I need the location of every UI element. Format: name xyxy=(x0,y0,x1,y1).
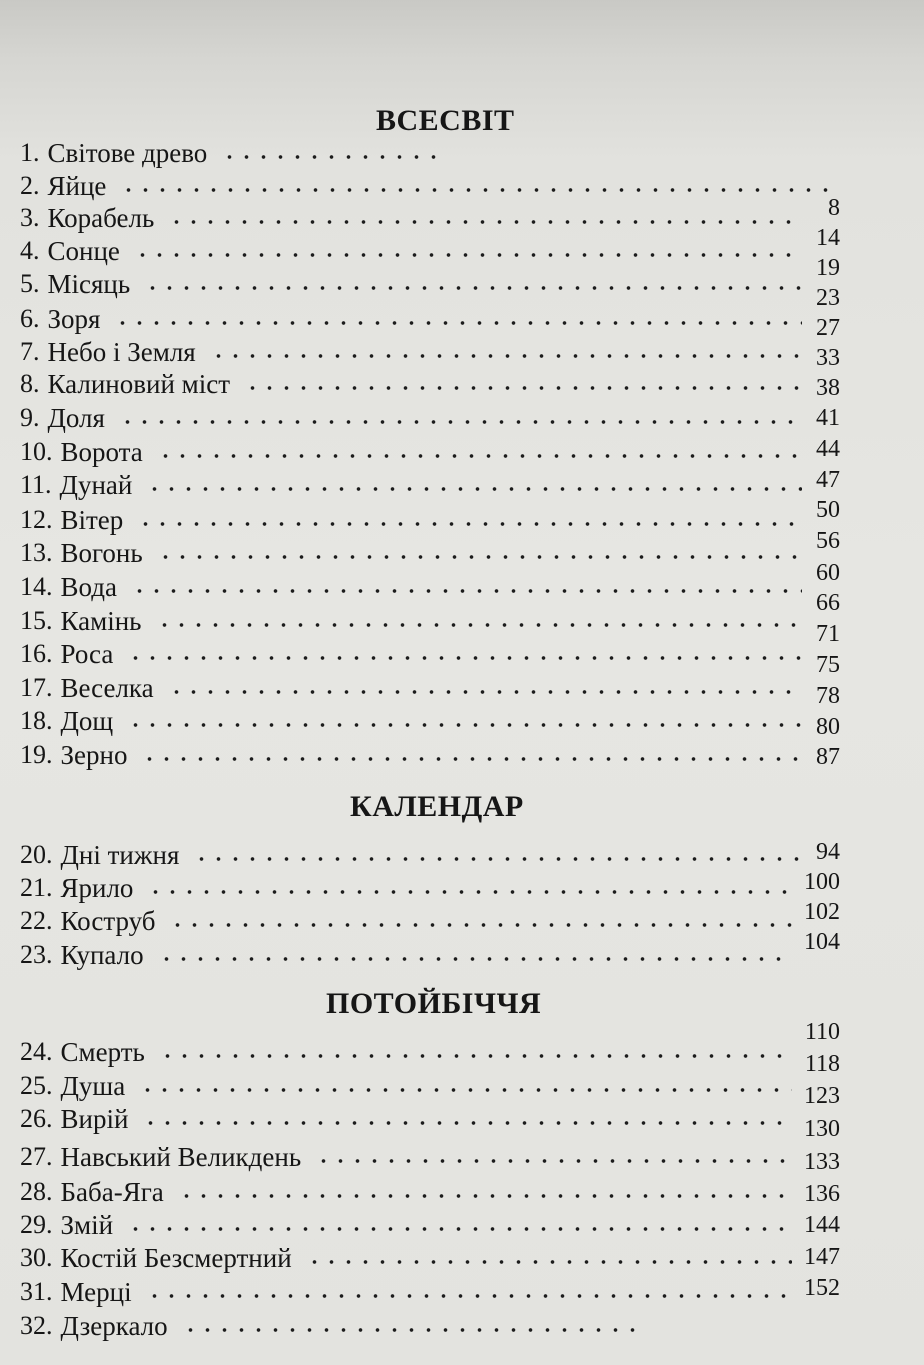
entry-number: 19. xyxy=(20,740,53,769)
toc-entry xyxy=(20,1210,838,1240)
entry-title: Купало xyxy=(60,940,144,970)
entry-number: 21. xyxy=(20,873,53,902)
entry-title: Світове древо xyxy=(47,138,208,168)
dot-leader xyxy=(182,1327,638,1333)
toc-entry xyxy=(20,906,838,936)
entry-title: Дні тижня xyxy=(60,840,180,870)
entry-page: 78 xyxy=(816,683,840,709)
entry-page: 87 xyxy=(816,744,840,770)
entry-title: Зерно xyxy=(60,740,128,770)
entry-page: 102 xyxy=(804,899,840,925)
dot-leader xyxy=(193,856,802,862)
entry-title: Мерці xyxy=(60,1277,132,1307)
entry-number: 12. xyxy=(20,505,53,534)
entry-number: 29. xyxy=(20,1210,53,1239)
entry-title: Смерть xyxy=(60,1037,145,1067)
dot-leader xyxy=(178,1193,792,1199)
entry-title: Дзеркало xyxy=(60,1311,168,1341)
dot-leader xyxy=(131,588,802,594)
entry-page: 100 xyxy=(804,869,840,895)
toc-entry xyxy=(20,138,838,168)
entry-number: 24. xyxy=(20,1037,53,1066)
toc-entry xyxy=(20,538,838,568)
toc-entry xyxy=(20,304,838,334)
entry-title: Вирій xyxy=(60,1104,129,1134)
dot-leader xyxy=(146,1293,792,1299)
entry-title: Роса xyxy=(60,639,114,669)
entry-title: Вода xyxy=(60,572,117,602)
entry-title: Яйце xyxy=(47,171,107,201)
dot-leader xyxy=(221,154,448,160)
entry-page: 66 xyxy=(816,590,840,616)
entry-number: 1. xyxy=(20,138,40,167)
entry-number: 11. xyxy=(20,470,52,499)
entry-title: Доля xyxy=(47,403,105,433)
dot-leader xyxy=(306,1259,792,1265)
entry-page: 104 xyxy=(804,929,840,955)
entry-number: 25. xyxy=(20,1071,53,1100)
entry-title: Веселка xyxy=(60,673,154,703)
toc-entry xyxy=(20,1142,840,1175)
entry-page: 60 xyxy=(816,560,840,586)
entry-title: Місяць xyxy=(47,269,131,299)
entry-page: 130 xyxy=(804,1116,840,1142)
section-heading: КАЛЕНДАР xyxy=(350,790,524,823)
entry-title: Костій Безсмертний xyxy=(60,1243,292,1273)
toc-entry xyxy=(20,572,838,602)
entry-page: 147 xyxy=(804,1244,840,1270)
dot-leader xyxy=(127,1226,792,1232)
entry-number: 20. xyxy=(20,840,53,869)
dot-leader xyxy=(159,1053,792,1059)
entry-number: 27. xyxy=(20,1142,53,1171)
dot-leader xyxy=(147,889,792,895)
entry-number: 2. xyxy=(20,171,40,200)
toc-entry xyxy=(20,1104,838,1134)
entry-page: 80 xyxy=(816,714,840,740)
toc-entry xyxy=(20,1277,838,1307)
entry-page: 118 xyxy=(804,1051,840,1077)
toc-entry xyxy=(20,1177,838,1207)
entry-page: 110 xyxy=(804,1019,840,1045)
entry-number: 15. xyxy=(20,606,53,635)
entry-title: Сонце xyxy=(47,236,120,266)
entry-page: 8 xyxy=(828,195,840,221)
entry-number: 31. xyxy=(20,1277,53,1306)
toc-entry xyxy=(20,840,838,870)
dot-leader xyxy=(139,1087,792,1093)
entry-number: 23. xyxy=(20,940,53,969)
entry-page: 75 xyxy=(816,652,840,678)
dot-leader xyxy=(169,922,792,928)
entry-page: 41 xyxy=(816,405,840,431)
entry-page: 47 xyxy=(816,467,840,493)
dot-leader xyxy=(127,722,802,728)
toc-entry xyxy=(20,1243,838,1273)
entry-number: 9. xyxy=(20,403,40,432)
entry-number: 18. xyxy=(20,706,53,735)
entry-page: 50 xyxy=(816,497,840,523)
toc-entry xyxy=(20,639,838,669)
entry-number: 5. xyxy=(20,269,40,298)
dot-leader xyxy=(157,453,802,459)
toc-entry xyxy=(20,873,838,903)
entry-number: 3. xyxy=(20,203,40,232)
entry-page: 27 xyxy=(816,315,840,341)
toc-entry xyxy=(20,236,838,266)
dot-leader xyxy=(127,655,802,661)
toc-entry xyxy=(20,505,838,535)
dot-leader xyxy=(315,1158,792,1164)
entry-page: 152 xyxy=(804,1275,840,1301)
entry-number: 28. xyxy=(20,1177,53,1206)
entry-number: 4. xyxy=(20,236,40,265)
entry-number: 22. xyxy=(20,906,53,935)
dot-leader xyxy=(168,219,802,225)
entry-page: 23 xyxy=(816,285,840,311)
entry-page: 133 xyxy=(804,1149,840,1175)
entry-number: 10. xyxy=(20,437,53,466)
entry-title: Баба-Яга xyxy=(60,1177,164,1207)
entry-number: 14. xyxy=(20,572,53,601)
toc-entry xyxy=(20,437,838,467)
entry-number: 13. xyxy=(20,538,53,567)
toc-entry xyxy=(20,403,838,433)
dot-leader xyxy=(156,622,803,628)
entry-page: 44 xyxy=(816,436,840,462)
toc-entry xyxy=(20,337,838,367)
entry-number: 17. xyxy=(20,673,53,702)
toc-entry xyxy=(20,1037,838,1067)
entry-page: 71 xyxy=(816,621,840,647)
dot-leader xyxy=(144,285,802,291)
entry-title: Ворота xyxy=(60,437,143,467)
toc-entry xyxy=(20,1311,838,1341)
toc-entry xyxy=(20,203,838,233)
dot-leader xyxy=(244,385,802,391)
entry-number: 26. xyxy=(20,1104,53,1133)
dot-leader xyxy=(210,353,802,359)
entry-title: Дунай xyxy=(59,470,133,500)
dot-leader xyxy=(142,1120,792,1126)
entry-title: Корабель xyxy=(47,203,155,233)
entry-page: 38 xyxy=(816,375,840,401)
dot-leader xyxy=(120,187,832,193)
entry-number: 16. xyxy=(20,639,53,668)
entry-page: 14 xyxy=(816,225,840,251)
entry-title: Змій xyxy=(60,1210,114,1240)
dot-leader xyxy=(146,486,802,492)
entry-title: Душа xyxy=(60,1071,126,1101)
dot-leader xyxy=(158,956,792,962)
entry-number: 6. xyxy=(20,304,40,333)
entry-page: 94 xyxy=(816,839,840,865)
toc-entry xyxy=(20,467,840,500)
entry-title: Коструб xyxy=(60,906,156,936)
entry-page: 144 xyxy=(804,1212,840,1238)
entry-page: 56 xyxy=(816,528,840,554)
dot-leader xyxy=(141,756,802,762)
dot-leader xyxy=(134,252,802,258)
entry-title: Небо і Земля xyxy=(47,337,196,367)
entry-title: Камінь xyxy=(60,606,142,636)
section-heading: ВСЕСВІТ xyxy=(376,104,515,137)
dot-leader xyxy=(137,521,802,527)
toc-entry xyxy=(20,740,838,770)
dot-leader xyxy=(114,320,802,326)
dot-leader xyxy=(119,419,802,425)
toc-entry xyxy=(20,706,838,736)
dot-leader xyxy=(168,689,802,695)
entry-number: 32. xyxy=(20,1311,53,1340)
toc-entry xyxy=(20,369,838,399)
entry-title: Вітер xyxy=(60,505,124,535)
entry-number: 30. xyxy=(20,1243,53,1272)
entry-page: 19 xyxy=(816,255,840,281)
section-heading: ПОТОЙБІЧЧЯ xyxy=(326,987,542,1020)
toc-entry xyxy=(20,269,838,299)
entry-title: Ярило xyxy=(60,873,134,903)
entry-title: Вогонь xyxy=(60,538,143,568)
entry-number: 7. xyxy=(20,337,40,366)
toc-entry xyxy=(20,1071,838,1101)
toc-entry xyxy=(20,940,838,970)
toc-entry xyxy=(20,606,838,636)
dot-leader xyxy=(157,554,802,560)
entry-page: 33 xyxy=(816,345,840,371)
entry-number: 8. xyxy=(20,369,40,398)
entry-page: 123 xyxy=(804,1083,840,1109)
entry-page: 136 xyxy=(804,1181,840,1207)
toc-entry xyxy=(20,171,838,201)
entry-title: Калиновий міст xyxy=(47,369,231,399)
entry-title: Зоря xyxy=(47,304,101,334)
entry-title: Навський Великдень xyxy=(60,1142,302,1172)
entry-title: Дощ xyxy=(60,706,114,736)
toc-entry xyxy=(20,673,838,703)
